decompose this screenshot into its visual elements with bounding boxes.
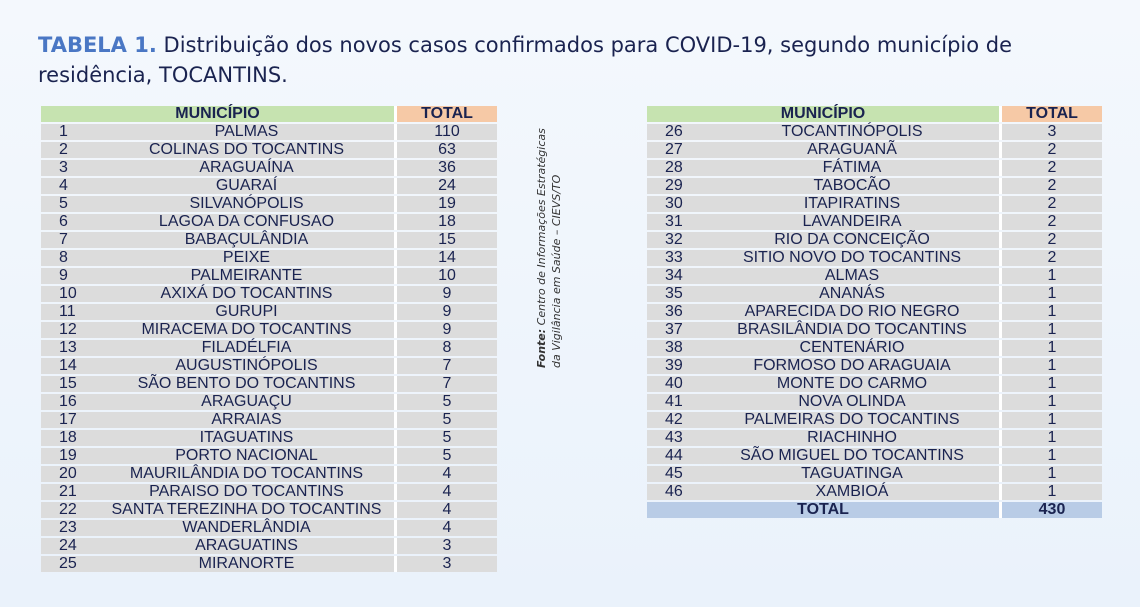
row-municipio: SANTA TEREZINHA DO TOCANTINS <box>99 502 394 518</box>
header-municipio: MUNICÍPIO <box>647 106 999 122</box>
table-row <box>41 412 497 428</box>
row-total: 2 <box>999 232 1102 248</box>
row-number: 17 <box>41 412 99 428</box>
caption-label: TABELA 1. <box>38 33 157 57</box>
row-number: 28 <box>647 160 705 176</box>
table-row <box>41 484 497 500</box>
row-municipio: TOCANTINÓPOLIS <box>705 124 999 140</box>
row-municipio: SÃO MIGUEL DO TOCANTINS <box>705 448 999 464</box>
row-total: 3 <box>999 124 1102 140</box>
row-municipio: ITAGUATINS <box>99 430 394 446</box>
table-row <box>647 376 1102 392</box>
table-row <box>647 214 1102 230</box>
source-note <box>520 98 570 368</box>
row-total: 4 <box>394 484 497 500</box>
row-municipio: TAGUATINGA <box>705 466 999 482</box>
row-total: 63 <box>394 142 497 158</box>
row-municipio: LAGOA DA CONFUSAO <box>99 214 394 230</box>
row-total: 5 <box>394 430 497 446</box>
row-total: 5 <box>394 412 497 428</box>
row-number: 1 <box>41 124 99 140</box>
row-number: 11 <box>41 304 99 320</box>
row-total: 1 <box>999 412 1102 428</box>
row-municipio: TABOCÃO <box>705 178 999 194</box>
row-municipio: GURUPI <box>99 304 394 320</box>
row-total: 15 <box>394 232 497 248</box>
table-row <box>41 232 497 248</box>
row-municipio: MIRANORTE <box>99 556 394 572</box>
row-number: 20 <box>41 466 99 482</box>
table-row <box>647 232 1102 248</box>
row-number: 42 <box>647 412 705 428</box>
table-row <box>647 340 1102 356</box>
row-number: 16 <box>41 394 99 410</box>
row-total: 1 <box>999 304 1102 320</box>
row-municipio: MAURILÂNDIA DO TOCANTINS <box>99 466 394 482</box>
row-total: 1 <box>999 484 1102 500</box>
caption-text: Distribuição dos novos casos confirmados para COVID-19, segundo município de residência, TOCANTINS. <box>38 33 1013 87</box>
row-municipio: PALMEIRAS DO TOCANTINS <box>705 412 999 428</box>
grand-total-label: TOTAL <box>647 502 999 518</box>
table-row <box>41 466 497 482</box>
row-number: 12 <box>41 322 99 338</box>
table-row <box>647 178 1102 194</box>
row-municipio: FORMOSO DO ARAGUAIA <box>705 358 999 374</box>
row-total: 24 <box>394 178 497 194</box>
row-number: 27 <box>647 142 705 158</box>
row-total: 36 <box>394 160 497 176</box>
row-total: 10 <box>394 268 497 284</box>
table-row <box>41 178 497 194</box>
table-row <box>647 250 1102 266</box>
row-number: 6 <box>41 214 99 230</box>
table-row <box>41 340 497 356</box>
row-total: 3 <box>394 538 497 554</box>
table-row <box>41 142 497 158</box>
row-number: 10 <box>41 286 99 302</box>
row-number: 8 <box>41 250 99 266</box>
row-number: 25 <box>41 556 99 572</box>
row-total: 1 <box>999 358 1102 374</box>
row-total: 2 <box>999 160 1102 176</box>
row-number: 38 <box>647 340 705 356</box>
row-number: 45 <box>647 466 705 482</box>
row-municipio: NOVA OLINDA <box>705 394 999 410</box>
row-total: 9 <box>394 304 497 320</box>
header-total: TOTAL <box>394 106 497 122</box>
table-row <box>647 394 1102 410</box>
grand-total-value: 430 <box>999 502 1102 518</box>
row-total: 1 <box>999 340 1102 356</box>
grand-total-row <box>647 502 1102 518</box>
table-row <box>647 142 1102 158</box>
row-municipio: SILVANÓPOLIS <box>99 196 394 212</box>
row-municipio: RIO DA CONCEIÇÃO <box>705 232 999 248</box>
header-municipio: MUNICÍPIO <box>41 106 394 122</box>
source-line-1: Centro de Informações Estratégicas <box>535 128 548 326</box>
row-municipio: PEIXE <box>99 250 394 266</box>
row-municipio: ARAGUAÍNA <box>99 160 394 176</box>
row-total: 19 <box>394 196 497 212</box>
row-number: 34 <box>647 268 705 284</box>
row-number: 39 <box>647 358 705 374</box>
row-number: 26 <box>647 124 705 140</box>
row-number: 15 <box>41 376 99 392</box>
table-row <box>41 268 497 284</box>
row-municipio: FÁTIMA <box>705 160 999 176</box>
row-number: 9 <box>41 268 99 284</box>
row-total: 4 <box>394 502 497 518</box>
row-number: 46 <box>647 484 705 500</box>
row-municipio: CENTENÁRIO <box>705 340 999 356</box>
row-number: 5 <box>41 196 99 212</box>
row-number: 14 <box>41 358 99 374</box>
table-row <box>41 250 497 266</box>
table-row <box>647 358 1102 374</box>
row-total: 2 <box>999 214 1102 230</box>
row-total: 1 <box>999 466 1102 482</box>
table-row <box>647 160 1102 176</box>
row-number: 18 <box>41 430 99 446</box>
table-row <box>41 286 497 302</box>
row-municipio: PORTO NACIONAL <box>99 448 394 464</box>
table-row <box>647 448 1102 464</box>
row-municipio: PARAISO DO TOCANTINS <box>99 484 394 500</box>
cases-table-right <box>647 104 1102 520</box>
row-total: 7 <box>394 376 497 392</box>
row-number: 40 <box>647 376 705 392</box>
row-number: 32 <box>647 232 705 248</box>
table-row <box>41 502 497 518</box>
table-row <box>647 430 1102 446</box>
row-municipio: LAVANDEIRA <box>705 214 999 230</box>
row-number: 24 <box>41 538 99 554</box>
row-number: 33 <box>647 250 705 266</box>
row-number: 36 <box>647 304 705 320</box>
table-header-row <box>647 106 1102 122</box>
row-number: 21 <box>41 484 99 500</box>
row-total: 1 <box>999 394 1102 410</box>
table-row <box>647 412 1102 428</box>
row-municipio: PALMAS <box>99 124 394 140</box>
row-number: 29 <box>647 178 705 194</box>
row-number: 31 <box>647 214 705 230</box>
table-row <box>41 196 497 212</box>
row-total: 1 <box>999 376 1102 392</box>
row-total: 110 <box>394 124 497 140</box>
row-total: 5 <box>394 448 497 464</box>
table-row <box>41 376 497 392</box>
row-number: 2 <box>41 142 99 158</box>
row-municipio: GUARAÍ <box>99 178 394 194</box>
row-total: 18 <box>394 214 497 230</box>
row-total: 1 <box>999 448 1102 464</box>
row-municipio: ARAGUATINS <box>99 538 394 554</box>
row-number: 43 <box>647 430 705 446</box>
row-municipio: SÃO BENTO DO TOCANTINS <box>99 376 394 392</box>
row-total: 2 <box>999 178 1102 194</box>
row-municipio: ITAPIRATINS <box>705 196 999 212</box>
table-row <box>647 268 1102 284</box>
source-label: Fonte: <box>535 328 548 368</box>
row-number: 37 <box>647 322 705 338</box>
row-municipio: ARRAIAS <box>99 412 394 428</box>
row-municipio: MIRACEMA DO TOCANTINS <box>99 322 394 338</box>
table-row <box>647 466 1102 482</box>
table-row <box>41 556 497 572</box>
row-total: 7 <box>394 358 497 374</box>
table-header-row <box>41 106 497 122</box>
row-number: 13 <box>41 340 99 356</box>
table-row <box>41 448 497 464</box>
row-total: 3 <box>394 556 497 572</box>
row-municipio: WANDERLÂNDIA <box>99 520 394 536</box>
row-municipio: ALMAS <box>705 268 999 284</box>
header-total: TOTAL <box>999 106 1102 122</box>
table-row <box>41 358 497 374</box>
row-municipio: AUGUSTINÓPOLIS <box>99 358 394 374</box>
row-total: 14 <box>394 250 497 266</box>
row-number: 41 <box>647 394 705 410</box>
row-municipio: FILADÉLFIA <box>99 340 394 356</box>
row-total: 4 <box>394 466 497 482</box>
row-total: 2 <box>999 142 1102 158</box>
table-row <box>41 394 497 410</box>
row-municipio: MONTE DO CARMO <box>705 376 999 392</box>
row-total: 2 <box>999 196 1102 212</box>
table-body-left <box>41 124 497 572</box>
table-row <box>41 322 497 338</box>
row-number: 30 <box>647 196 705 212</box>
row-municipio: COLINAS DO TOCANTINS <box>99 142 394 158</box>
row-total: 4 <box>394 520 497 536</box>
table-row <box>647 286 1102 302</box>
row-municipio: ARAGUANÃ <box>705 142 999 158</box>
row-number: 4 <box>41 178 99 194</box>
table-row <box>41 430 497 446</box>
table-row <box>41 214 497 230</box>
row-total: 1 <box>999 322 1102 338</box>
table-row <box>647 322 1102 338</box>
table-row <box>647 484 1102 500</box>
row-number: 7 <box>41 232 99 248</box>
row-total: 9 <box>394 322 497 338</box>
table-row <box>41 304 497 320</box>
table-row <box>647 304 1102 320</box>
row-number: 35 <box>647 286 705 302</box>
row-municipio: XAMBIOÁ <box>705 484 999 500</box>
row-total: 9 <box>394 286 497 302</box>
cases-table-left <box>41 104 497 574</box>
row-number: 22 <box>41 502 99 518</box>
row-number: 19 <box>41 448 99 464</box>
row-total: 1 <box>999 268 1102 284</box>
table-caption <box>38 30 1108 90</box>
row-total: 1 <box>999 430 1102 446</box>
row-total: 5 <box>394 394 497 410</box>
table-body-right <box>647 124 1102 500</box>
source-line-2: da Vigilância em Saúde – CIEVS/TO <box>550 174 563 368</box>
row-municipio: ARAGUAÇU <box>99 394 394 410</box>
table-row <box>647 124 1102 140</box>
row-number: 44 <box>647 448 705 464</box>
row-municipio: BABAÇULÂNDIA <box>99 232 394 248</box>
row-number: 3 <box>41 160 99 176</box>
table-row <box>41 124 497 140</box>
table-row <box>647 196 1102 212</box>
row-municipio: AXIXÁ DO TOCANTINS <box>99 286 394 302</box>
row-municipio: APARECIDA DO RIO NEGRO <box>705 304 999 320</box>
row-municipio: RIACHINHO <box>705 430 999 446</box>
table-row <box>41 160 497 176</box>
row-municipio: SITIO NOVO DO TOCANTINS <box>705 250 999 266</box>
row-total: 2 <box>999 250 1102 266</box>
row-number: 23 <box>41 520 99 536</box>
row-municipio: ANANÁS <box>705 286 999 302</box>
row-municipio: BRASILÂNDIA DO TOCANTINS <box>705 322 999 338</box>
row-total: 1 <box>999 286 1102 302</box>
table-row <box>41 520 497 536</box>
row-municipio: PALMEIRANTE <box>99 268 394 284</box>
table-row <box>41 538 497 554</box>
row-total: 8 <box>394 340 497 356</box>
